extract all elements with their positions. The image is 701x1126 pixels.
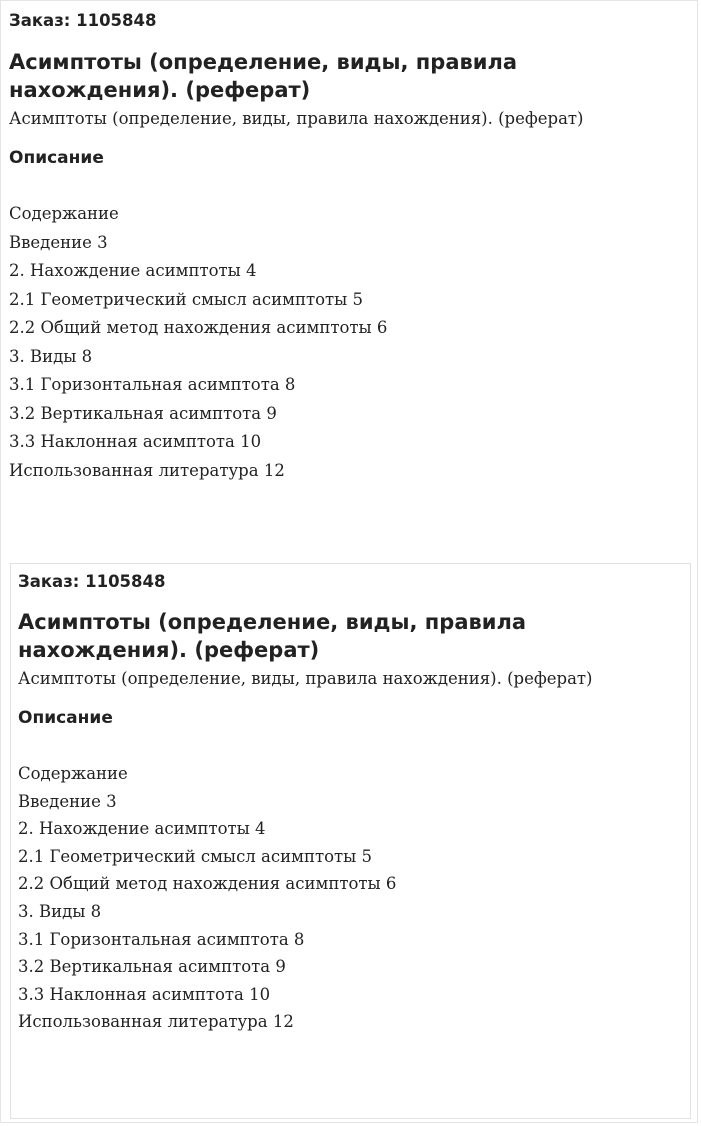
toc-item: 3.2 Вертикальная асимптота 9 <box>9 403 277 423</box>
document-subtitle: Асимптоты (определение, виды, правила нахождения). (реферат) <box>18 669 593 688</box>
toc-item: Использованная литература 12 <box>18 1012 294 1032</box>
toc-item: 3. Виды 8 <box>18 901 102 921</box>
toc-item: 3.3 Наклонная асимптота 10 <box>9 432 262 451</box>
toc-item: Введение 3 <box>9 232 108 252</box>
toc-item: Содержание <box>18 764 128 783</box>
toc-item: Использованная литература 12 <box>9 460 285 480</box>
toc-item: 2.2 Общий метод нахождения асимптоты 6 <box>9 318 388 337</box>
description-heading: Описание <box>18 708 113 728</box>
toc-item: 3.2 Вертикальная асимптота 9 <box>18 957 286 977</box>
document-block-duplicate <box>18 570 678 1036</box>
document-subtitle: Асимптоты (определение, виды, правила нахождения). (реферат) <box>9 109 584 128</box>
toc-item: 2.2 Общий метод нахождения асимптоты 6 <box>18 874 397 894</box>
table-of-contents <box>9 200 669 485</box>
description-heading: Описание <box>9 148 104 168</box>
toc-item: 3.3 Наклонная асимптота 10 <box>18 984 271 1004</box>
document-title: Асимптоты (определение, виды, правила нахождения). (реферат) <box>9 50 518 102</box>
order-number: Заказ: 1105848 <box>18 572 166 591</box>
toc-item: 3.1 Горизонтальная асимптота 8 <box>9 375 296 394</box>
toc-item: 2. Нахождение асимптоты 4 <box>18 819 266 839</box>
document-title: Асимптоты (определение, виды, правила нахождения). (реферат) <box>18 610 527 662</box>
toc-item: Введение 3 <box>18 791 117 811</box>
toc-item: 3.1 Горизонтальная асимптота 8 <box>18 929 305 949</box>
toc-item: 2.1 Геометрический смысл асимптоты 5 <box>18 846 373 866</box>
toc-item: 3. Виды 8 <box>9 346 93 366</box>
document-block <box>9 9 669 485</box>
toc-item: Содержание <box>9 204 119 223</box>
table-of-contents <box>18 760 678 1036</box>
toc-item: 2.1 Геометрический смысл асимптоты 5 <box>9 289 364 309</box>
toc-item: 2. Нахождение асимптоты 4 <box>9 261 257 280</box>
order-number: Заказ: 1105848 <box>9 11 157 30</box>
